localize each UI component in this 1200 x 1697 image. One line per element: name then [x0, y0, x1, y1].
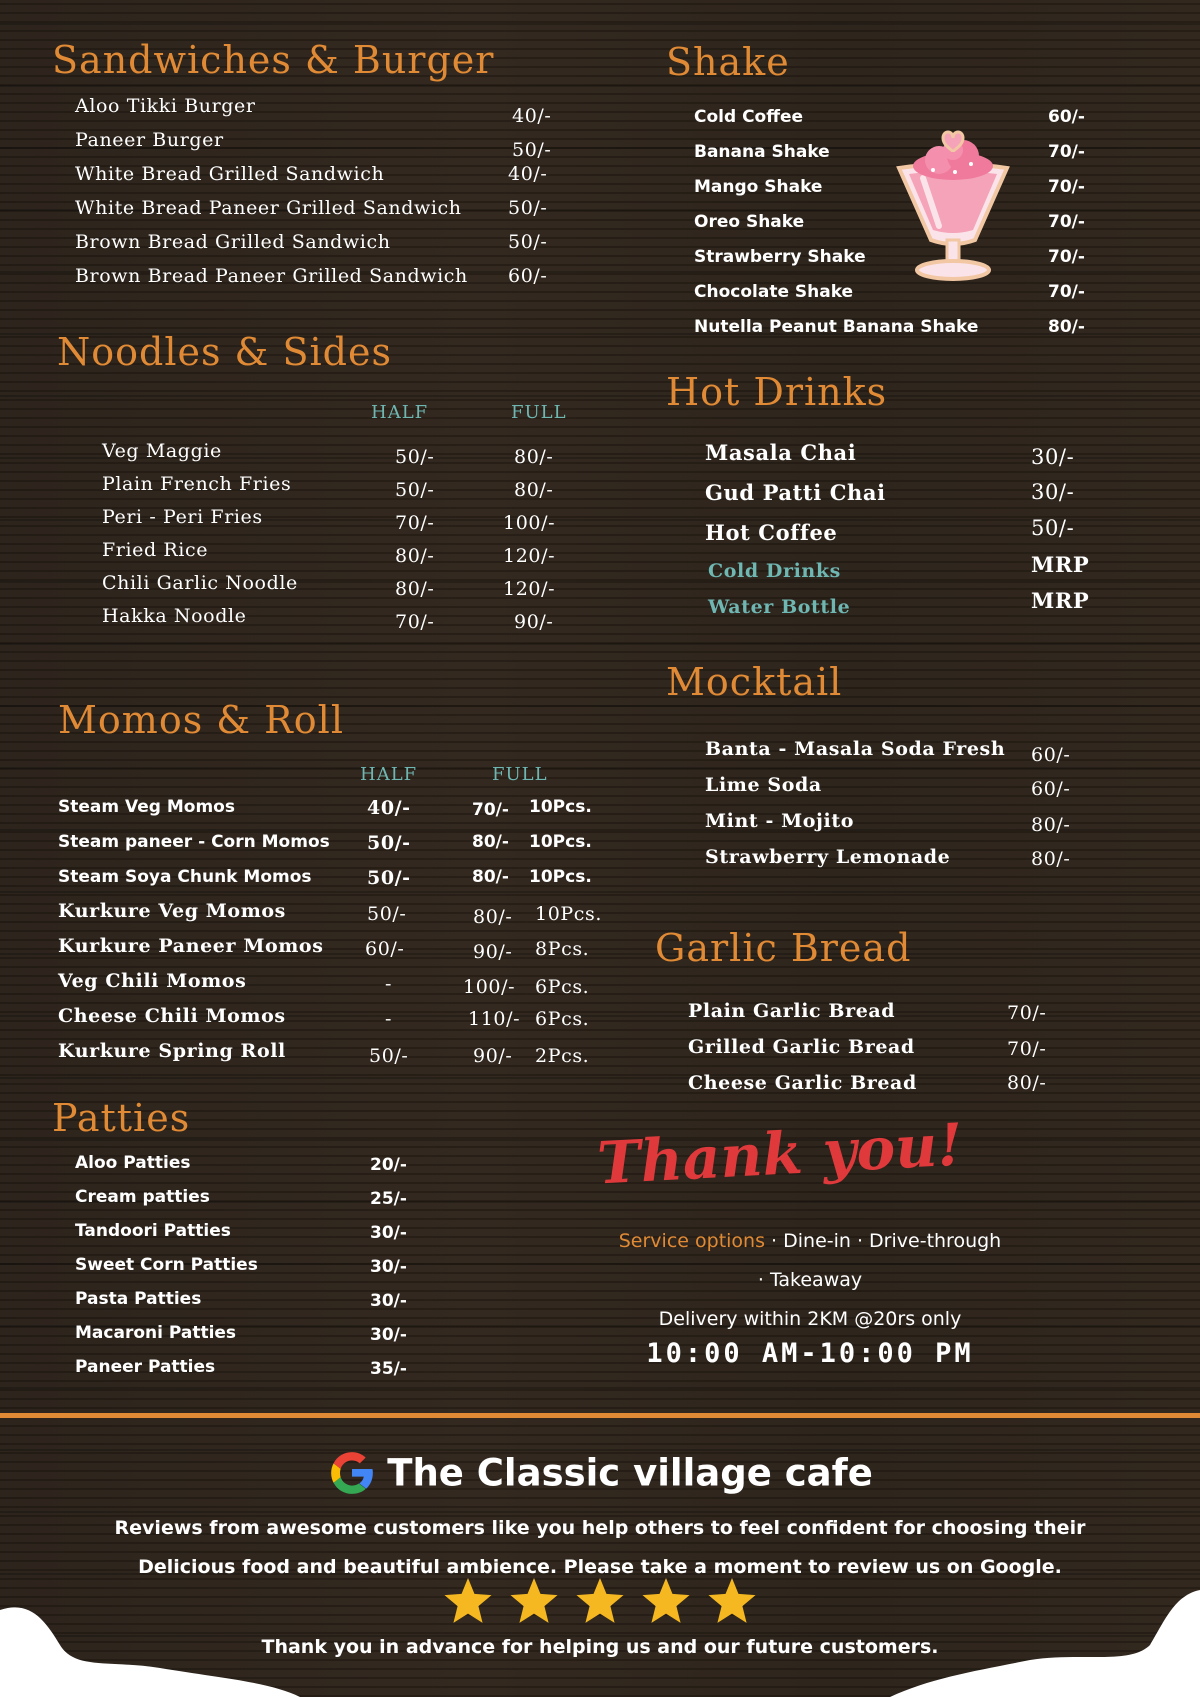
item-name: Banana Shake: [694, 142, 830, 162]
thank-you-heading: Thank you!: [595, 1110, 965, 1198]
item-price: 25/-: [370, 1189, 407, 1209]
milkshake-icon: [893, 130, 1013, 285]
list-item: [75, 163, 595, 197]
hot-drinks-title: Hot Drinks: [666, 370, 888, 414]
item-name: Veg Chili Momos: [58, 970, 247, 992]
item-pieces: 6Pcs.: [535, 976, 590, 998]
item-price: 30/-: [370, 1257, 407, 1277]
item-half-price: 50/-: [395, 446, 435, 468]
item-name: White Bread Grilled Sandwich: [75, 163, 385, 185]
item-price: 70/-: [1048, 177, 1085, 197]
item-full-price: 120/-: [503, 545, 556, 567]
item-name: Nutella Peanut Banana Shake: [694, 317, 979, 337]
item-full-price: 100/-: [463, 976, 516, 998]
item-half-price: 80/-: [395, 578, 435, 600]
item-full-price: 80/-: [472, 832, 509, 852]
list-item: [705, 774, 1105, 810]
review-text-line-2: Delicious food and beautiful ambience. Please take a moment to review us on Google.: [138, 1556, 1062, 1578]
list-item: [705, 846, 1105, 882]
item-name: Hot Coffee: [705, 520, 838, 545]
item-name: Steam Veg Momos: [58, 797, 235, 817]
item-price: 50/-: [1031, 516, 1075, 540]
list-item: [705, 516, 1105, 556]
noodles-title: Noodles & Sides: [57, 330, 392, 374]
garlic-bread-title: Garlic Bread: [655, 926, 912, 970]
patties-title: Patties: [52, 1096, 191, 1140]
list-item: [75, 1255, 435, 1289]
list-item: [102, 605, 582, 638]
item-name: Cheese Garlic Bread: [688, 1072, 917, 1094]
list-item: [58, 867, 618, 900]
list-item: [705, 480, 1105, 520]
item-price: 80/-: [1031, 848, 1071, 870]
list-item: [102, 539, 582, 572]
item-name: Aloo Tikki Burger: [75, 95, 256, 117]
item-price: 60/-: [1031, 778, 1071, 800]
item-name: Oreo Shake: [694, 212, 805, 232]
item-full-price: 80/-: [514, 446, 554, 468]
item-price: 40/-: [508, 163, 548, 185]
item-full-price: 110/-: [468, 1008, 521, 1030]
item-price: 30/-: [1031, 445, 1075, 469]
delivery-note: Delivery within 2KM @20rs only: [658, 1308, 962, 1330]
item-name: Sweet Corn Patties: [75, 1255, 258, 1275]
momos-list: [58, 797, 618, 1075]
item-pieces: 10Pcs.: [529, 867, 592, 887]
service-takeaway: · Takeaway: [757, 1269, 863, 1291]
item-price: 60/-: [1031, 744, 1071, 766]
item-name: Masala Chai: [705, 440, 857, 465]
item-name: White Bread Paneer Grilled Sandwich: [75, 197, 462, 219]
item-half-price: 70/-: [395, 512, 435, 534]
list-item: [75, 265, 595, 299]
list-item: [705, 738, 1105, 774]
item-pieces: 2Pcs.: [535, 1045, 590, 1067]
list-item: [58, 935, 618, 970]
item-name: Mango Shake: [694, 177, 823, 197]
item-price: 70/-: [1048, 247, 1085, 267]
item-name: Paneer Burger: [75, 129, 224, 151]
item-name: Kurkure Paneer Momos: [58, 935, 324, 957]
item-price: 30/-: [1031, 480, 1075, 504]
item-price: 30/-: [370, 1291, 407, 1311]
list-item: [102, 572, 582, 605]
cafe-name: The Classic village cafe: [387, 1451, 873, 1495]
item-name: Kurkure Spring Roll: [58, 1040, 286, 1062]
item-price: 70/-: [1048, 212, 1085, 232]
item-price: 70/-: [1007, 1002, 1047, 1024]
momos-title: Momos & Roll: [58, 698, 344, 742]
item-name: Grilled Garlic Bread: [688, 1036, 915, 1058]
list-item: [58, 1005, 618, 1040]
list-item: [102, 440, 582, 473]
list-item: [75, 1357, 435, 1391]
list-item: [75, 95, 595, 129]
sandwiches-list: [75, 95, 595, 299]
cafe-name-row: [0, 1448, 1200, 1498]
list-item: [75, 1289, 435, 1323]
list-item: [102, 473, 582, 506]
item-name: Cold Coffee: [694, 107, 804, 127]
item-price: 50/-: [508, 197, 548, 219]
item-name: Paneer Patties: [75, 1357, 216, 1377]
mocktail-title: Mocktail: [666, 660, 843, 704]
item-price: 70/-: [1007, 1038, 1047, 1060]
list-item: [705, 810, 1105, 846]
sandwiches-title: Sandwiches & Burger: [52, 38, 495, 82]
list-item: [75, 1153, 435, 1187]
item-name: Steam Soya Chunk Momos: [58, 867, 312, 887]
noodles-half-header: HALF: [371, 402, 429, 423]
review-text-line-1: Reviews from awesome customers like you help others to feel confident for choosing their: [114, 1517, 1086, 1539]
list-item: [58, 832, 618, 867]
item-price: 80/-: [1048, 317, 1085, 337]
item-name: Aloo Patties: [75, 1153, 191, 1173]
item-pieces: 8Pcs.: [535, 938, 590, 960]
item-full-price: 80/-: [473, 906, 513, 928]
list-item: [75, 1187, 435, 1221]
item-name: Tandoori Patties: [75, 1221, 231, 1241]
item-full-price: 90/-: [473, 941, 513, 963]
list-item: [58, 797, 618, 832]
item-name: Cream patties: [75, 1187, 210, 1207]
list-item: [688, 1000, 1088, 1036]
service-list: · Dine-in · Drive-through: [765, 1230, 1002, 1252]
item-full-price: 90/-: [514, 611, 554, 633]
item-name: Veg Maggie: [102, 440, 222, 462]
shake-title: Shake: [666, 40, 790, 84]
closing-text: Thank you in advance for helping us and our future customers.: [261, 1636, 939, 1658]
item-name: Chili Garlic Noodle: [102, 572, 298, 594]
item-half-price: 60/-: [365, 938, 405, 960]
item-half-price: 50/-: [367, 832, 411, 854]
item-half-price: 40/-: [367, 797, 411, 819]
list-item: [688, 1036, 1088, 1072]
list-item: [75, 1323, 435, 1357]
momos-full-header: FULL: [492, 764, 548, 785]
item-name: Fried Rice: [102, 539, 209, 561]
item-price: 35/-: [370, 1359, 407, 1379]
item-price: 40/-: [512, 105, 552, 127]
service-label: Service options: [618, 1230, 765, 1252]
mocktail-list: [705, 738, 1105, 882]
item-pieces: 10Pcs.: [529, 797, 592, 817]
patties-list: [75, 1153, 435, 1391]
service-options: [560, 1230, 1060, 1252]
item-full-price: 80/-: [472, 867, 509, 887]
item-name: Chocolate Shake: [694, 282, 854, 302]
list-item: [102, 506, 582, 539]
hot-drinks-list: [705, 440, 1105, 628]
item-price: 70/-: [1048, 282, 1085, 302]
item-pieces: 6Pcs.: [535, 1008, 590, 1030]
list-item: [58, 1040, 618, 1075]
item-name: Peri - Peri Fries: [102, 506, 263, 528]
list-item: [75, 1221, 435, 1255]
opening-hours: 10:00 AM-10:00 PM: [646, 1338, 974, 1369]
list-item: [705, 440, 1105, 480]
item-name: Lime Soda: [705, 774, 822, 796]
item-full-price: 80/-: [514, 479, 554, 501]
item-name: Plain French Fries: [102, 473, 292, 495]
item-half-price: -: [385, 973, 393, 995]
item-price: 20/-: [370, 1155, 407, 1175]
item-half-price: 50/-: [369, 1045, 409, 1067]
list-item: [694, 282, 1094, 317]
item-price: MRP: [1031, 552, 1090, 577]
item-pieces: 10Pcs.: [535, 903, 602, 925]
item-name: Pasta Patties: [75, 1289, 202, 1309]
item-full-price: 70/-: [472, 800, 509, 820]
list-item: [75, 129, 595, 163]
item-name: Mint - Mojito: [705, 810, 855, 832]
item-name: Brown Bread Grilled Sandwich: [75, 231, 391, 253]
item-price: MRP: [1031, 588, 1090, 613]
item-name: Strawberry Lemonade: [705, 846, 951, 868]
item-name: Steam paneer - Corn Momos: [58, 832, 330, 852]
list-item: [75, 231, 595, 265]
item-name: Cold Drinks: [708, 560, 841, 582]
garlic-bread-list: [688, 1000, 1088, 1108]
item-name: Banta - Masala Soda Fresh: [705, 738, 1006, 760]
item-pieces: 10Pcs.: [529, 832, 592, 852]
item-price: 80/-: [1007, 1072, 1047, 1094]
list-item: [705, 552, 1105, 592]
noodles-full-header: FULL: [511, 402, 567, 423]
item-name: Gud Patti Chai: [705, 480, 886, 505]
list-item: [694, 317, 1094, 352]
item-name: Strawberry Shake: [694, 247, 866, 267]
item-name: Hakka Noodle: [102, 605, 247, 627]
item-price: 60/-: [508, 265, 548, 287]
momos-half-header: HALF: [360, 764, 418, 785]
item-half-price: 70/-: [395, 611, 435, 633]
item-half-price: 50/-: [395, 479, 435, 501]
item-half-price: 50/-: [367, 867, 411, 889]
google-g-icon: [327, 1448, 377, 1498]
item-full-price: 90/-: [473, 1045, 513, 1067]
list-item: [705, 588, 1105, 628]
item-price: 60/-: [1048, 107, 1085, 127]
item-name: Brown Bread Paneer Grilled Sandwich: [75, 265, 468, 287]
item-price: 50/-: [512, 139, 552, 161]
noodles-list: [102, 440, 582, 638]
item-price: 70/-: [1048, 142, 1085, 162]
item-half-price: 50/-: [367, 903, 407, 925]
list-item: [58, 900, 618, 935]
list-item: [688, 1072, 1088, 1108]
item-price: 80/-: [1031, 814, 1071, 836]
item-half-price: 80/-: [395, 545, 435, 567]
item-name: Cheese Chili Momos: [58, 1005, 286, 1027]
divider: [0, 1413, 1200, 1418]
item-name: Kurkure Veg Momos: [58, 900, 286, 922]
list-item: [58, 970, 618, 1005]
item-name: Water Bottle: [708, 596, 851, 618]
item-price: 50/-: [508, 231, 548, 253]
item-price: 30/-: [370, 1223, 407, 1243]
item-full-price: 120/-: [503, 578, 556, 600]
item-full-price: 100/-: [503, 512, 556, 534]
list-item: [75, 197, 595, 231]
item-price: 30/-: [370, 1325, 407, 1345]
item-name: Plain Garlic Bread: [688, 1000, 896, 1022]
item-half-price: -: [385, 1008, 393, 1030]
item-name: Macaroni Patties: [75, 1323, 237, 1343]
